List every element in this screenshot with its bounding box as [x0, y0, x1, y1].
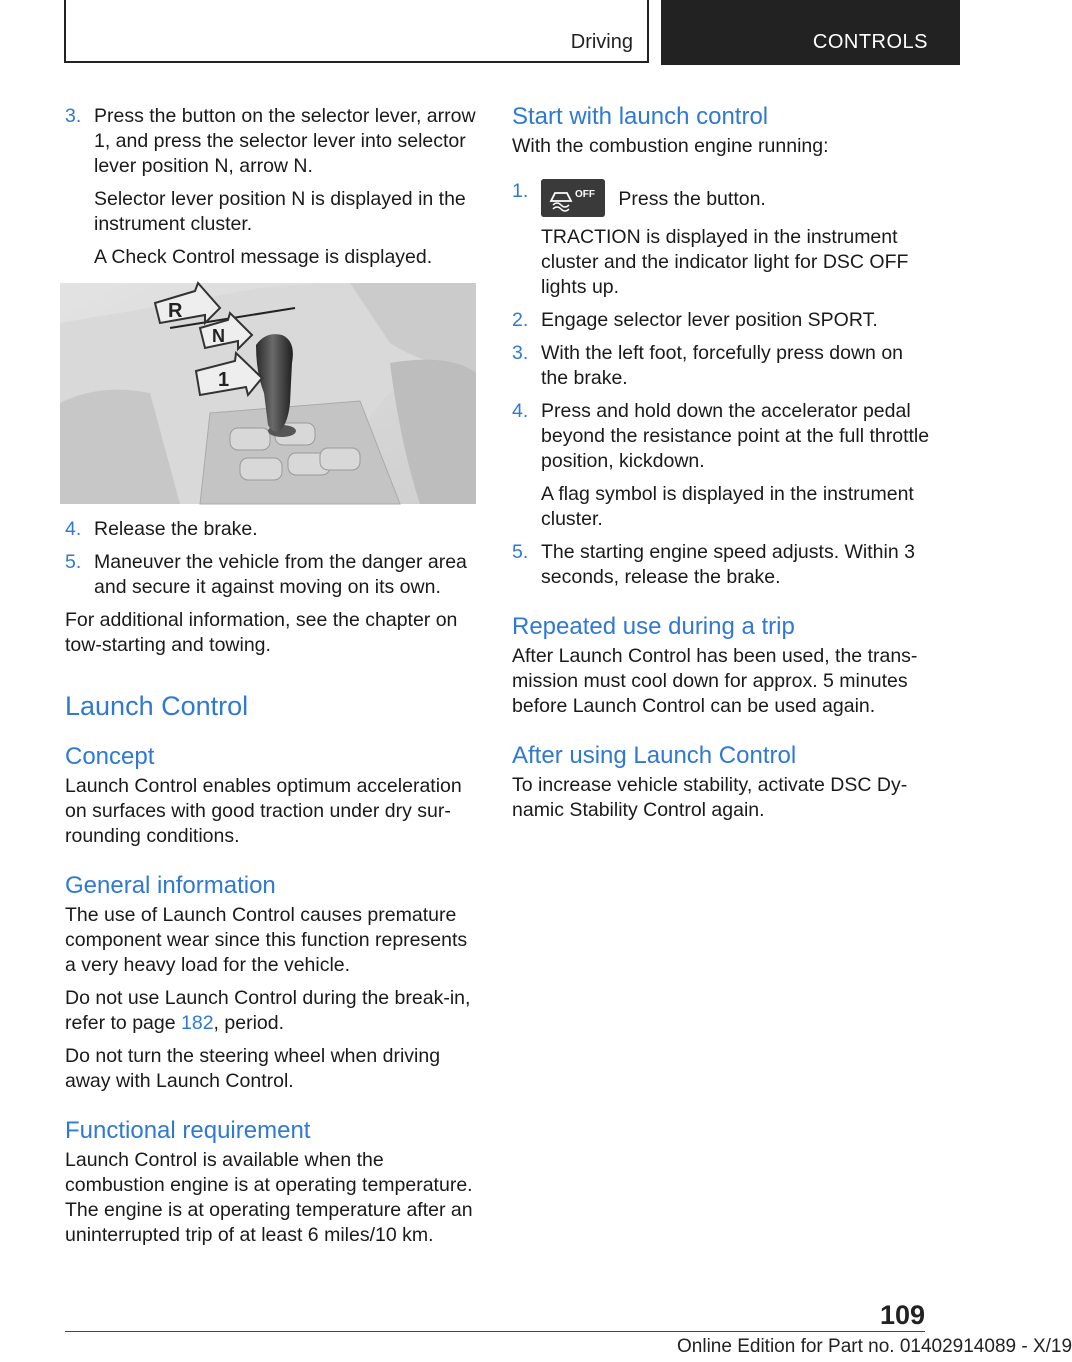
- header-section-box: [64, 0, 649, 63]
- step-number: 4.: [65, 518, 82, 540]
- label-r: R: [168, 300, 183, 322]
- step-4-sub: A flag symbol is displayed in the instrument cluster.: [541, 483, 914, 530]
- step-text: Release the brake.: [94, 518, 258, 540]
- step-text: With the left foot, forcefully press down on the brake.: [541, 342, 904, 389]
- after-text: To increase vehicle stability, activate DSC Dynamic Stability Control again.: [512, 774, 908, 821]
- heading-after-using: After using Launch Control: [512, 742, 797, 769]
- dsc-off-button-icon: [541, 179, 605, 217]
- step-2-right: [512, 308, 930, 333]
- step-3-sub-2: A Check Control message is displayed.: [94, 246, 433, 268]
- label-1: 1: [218, 369, 230, 391]
- step-text: Press and hold down the accelerator pedal beyond the resistance point at the full throttle position, kickdown.: [541, 400, 930, 472]
- header-chapter-title: CONTROLS: [812, 31, 928, 53]
- step-number: 5.: [65, 551, 82, 573]
- footer-divider: [65, 1331, 925, 1332]
- general-paragraph-1: The use of Launch Control causes premature component wear since this function represents a very heavy load for the vehicle.: [65, 904, 468, 976]
- functional-text: Launch Control is available when the combustion engine is at operating temperature. The engine is at operating temperature after an uninterrupted trip of at least 6 miles/10 km.: [65, 1149, 473, 1246]
- heading-launch-control: Launch Control: [65, 691, 249, 721]
- label-n: N: [212, 326, 225, 346]
- page-number: 109: [880, 1300, 926, 1330]
- step-1-right: [512, 179, 930, 217]
- step-1-sub: TRACTION is displayed in the instrument cluster and the indicator light for DSC OFF lights up.: [541, 226, 909, 298]
- general-paragraph-2: [65, 986, 480, 1036]
- step-text: Press the button.: [618, 188, 766, 210]
- heading-start-with-launch-control: Start with launch control: [512, 103, 769, 130]
- step-number: 1.: [512, 180, 529, 202]
- start-intro: With the combustion engine running:: [512, 135, 829, 157]
- selector-lever-illustration: [60, 283, 476, 504]
- concept-text: Launch Control enables optimum acceleration on surfaces with good traction under dry surrounding conditions.: [65, 775, 462, 847]
- heading-repeated-use: Repeated use during a trip: [512, 613, 795, 640]
- general-paragraph-3: Do not turn the steering wheel when driving away with Launch Control.: [65, 1045, 441, 1092]
- heading-functional-requirement: Functional requirement: [65, 1117, 311, 1144]
- step-4-left: [65, 517, 480, 542]
- header-chapter-box: [661, 0, 960, 65]
- step-3-right: [512, 341, 930, 391]
- step-5-right: [512, 540, 930, 590]
- step-text: The starting engine speed adjusts. Within 3 seconds, release the brake.: [541, 541, 915, 588]
- general-paragraph-2-text: Do not use Launch Control during the break-in, refer to page: [65, 987, 471, 1034]
- heading-concept: Concept: [65, 743, 155, 770]
- step-number: 3.: [512, 342, 529, 364]
- left-column-bottom: [65, 517, 480, 1248]
- step-number: 5.: [512, 541, 529, 563]
- step-3-left: [65, 104, 480, 179]
- page-reference-link[interactable]: 182: [181, 1012, 214, 1034]
- step-text: Engage selector lever position SPORT.: [541, 309, 878, 331]
- step-text: Press the button on the selector lever, arrow 1, and press the selector lever into selector lever position N, arrow N.: [94, 105, 476, 177]
- step-5-left: [65, 550, 480, 600]
- left-column-top: [65, 104, 480, 270]
- step-number: 3.: [65, 105, 82, 127]
- dsc-off-icon-label: OFF: [575, 189, 595, 200]
- repeated-text: After Launch Control has been used, the transmission must cool down for approx. 5 minutes before Launch Control can be used again.: [512, 645, 918, 717]
- right-column: [512, 102, 930, 823]
- additional-info: For additional information, see the chapter on tow-starting and towing.: [65, 609, 458, 656]
- step-number: 2.: [512, 309, 529, 331]
- header-section-title: Driving: [570, 31, 633, 53]
- step-3-sub-1: Selector lever position N is displayed in the instrument cluster.: [94, 188, 466, 235]
- step-number: 4.: [512, 400, 529, 422]
- step-text: Maneuver the vehicle from the danger area and secure it against moving on its own.: [94, 551, 467, 598]
- heading-general-information: General information: [65, 872, 276, 899]
- step-4-right: [512, 399, 930, 474]
- general-paragraph-2-end: , period.: [213, 1012, 285, 1034]
- selector-lever-figure: [60, 283, 476, 504]
- footer-edition: Online Edition for Part no. 01402914089 - X/19: [677, 1336, 1072, 1357]
